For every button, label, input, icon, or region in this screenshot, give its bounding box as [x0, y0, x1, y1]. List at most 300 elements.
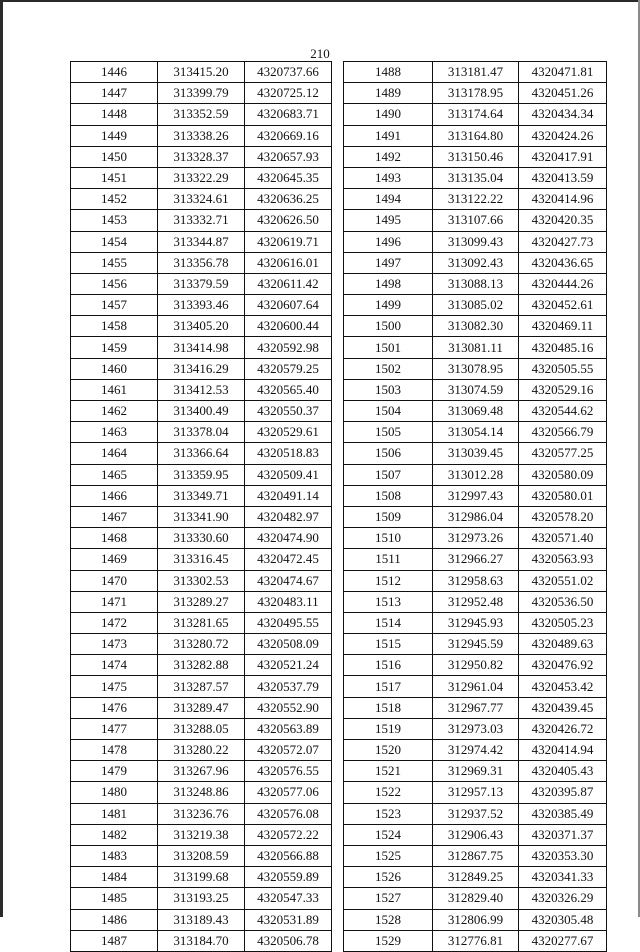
table-row — [344, 167, 607, 188]
point-number-cell: 1501 — [344, 337, 433, 358]
x-coordinate-cell: 313135.04 — [433, 167, 519, 188]
table-row — [71, 189, 332, 210]
x-coordinate-cell: 313341.90 — [158, 506, 245, 527]
table-row — [71, 740, 332, 761]
x-coordinate-cell: 313178.95 — [433, 83, 519, 104]
table-row — [344, 591, 607, 612]
point-number-cell: 1481 — [71, 803, 158, 824]
table-row — [71, 634, 332, 655]
x-coordinate-cell: 313316.45 — [158, 549, 245, 570]
table-row — [344, 337, 607, 358]
point-number-cell: 1462 — [71, 401, 158, 422]
table-row — [71, 697, 332, 718]
point-number-cell: 1474 — [71, 655, 158, 676]
y-coordinate-cell: 4320452.61 — [519, 295, 607, 316]
point-number-cell: 1529 — [344, 930, 433, 951]
point-number-cell: 1523 — [344, 803, 433, 824]
table-row — [71, 803, 332, 824]
y-coordinate-cell: 4320737.66 — [245, 62, 332, 83]
table-row — [344, 761, 607, 782]
point-number-cell: 1506 — [344, 443, 433, 464]
point-number-cell: 1515 — [344, 634, 433, 655]
x-coordinate-cell: 313379.59 — [158, 273, 245, 294]
x-coordinate-cell: 313332.71 — [158, 210, 245, 231]
y-coordinate-cell: 4320725.12 — [245, 83, 332, 104]
point-number-cell: 1451 — [71, 167, 158, 188]
table-row — [344, 803, 607, 824]
x-coordinate-cell: 313330.60 — [158, 528, 245, 549]
point-number-cell: 1453 — [71, 210, 158, 231]
point-number-cell: 1460 — [71, 358, 158, 379]
table-row — [71, 295, 332, 316]
point-number-cell: 1517 — [344, 676, 433, 697]
y-coordinate-cell: 4320426.72 — [519, 718, 607, 739]
x-coordinate-cell: 313414.98 — [158, 337, 245, 358]
coordinate-table-left — [70, 61, 332, 952]
x-coordinate-cell: 313193.25 — [158, 888, 245, 909]
y-coordinate-cell: 4320544.62 — [519, 401, 607, 422]
x-coordinate-cell: 313282.88 — [158, 655, 245, 676]
point-number-cell: 1448 — [71, 104, 158, 125]
x-coordinate-cell: 313415.20 — [158, 62, 245, 83]
point-number-cell: 1524 — [344, 824, 433, 845]
y-coordinate-cell: 4320576.08 — [245, 803, 332, 824]
y-coordinate-cell: 4320417.91 — [519, 146, 607, 167]
y-coordinate-cell: 4320427.73 — [519, 231, 607, 252]
x-coordinate-cell: 313164.80 — [433, 125, 519, 146]
table-row — [344, 464, 607, 485]
x-coordinate-cell: 312950.82 — [433, 655, 519, 676]
x-coordinate-cell: 313189.43 — [158, 909, 245, 930]
x-coordinate-cell: 312776.81 — [433, 930, 519, 951]
table-row — [344, 549, 607, 570]
table-row — [344, 718, 607, 739]
x-coordinate-cell: 313208.59 — [158, 845, 245, 866]
table-row — [71, 655, 332, 676]
x-coordinate-cell: 313352.59 — [158, 104, 245, 125]
page-number: 210 — [310, 46, 330, 61]
x-coordinate-cell: 312849.25 — [433, 867, 519, 888]
point-number-cell: 1520 — [344, 740, 433, 761]
point-number-cell: 1499 — [344, 295, 433, 316]
table-row — [344, 506, 607, 527]
x-coordinate-cell: 313288.05 — [158, 718, 245, 739]
point-number-cell: 1450 — [71, 146, 158, 167]
x-coordinate-cell: 313349.71 — [158, 485, 245, 506]
y-coordinate-cell: 4320485.16 — [519, 337, 607, 358]
y-coordinate-cell: 4320572.07 — [245, 740, 332, 761]
y-coordinate-cell: 4320616.01 — [245, 252, 332, 273]
x-coordinate-cell: 313107.66 — [433, 210, 519, 231]
y-coordinate-cell: 4320469.11 — [519, 316, 607, 337]
table-row — [344, 401, 607, 422]
point-number-cell: 1490 — [344, 104, 433, 125]
x-coordinate-cell: 313267.96 — [158, 761, 245, 782]
point-number-cell: 1475 — [71, 676, 158, 697]
x-coordinate-cell: 312969.31 — [433, 761, 519, 782]
x-coordinate-cell: 313039.45 — [433, 443, 519, 464]
y-coordinate-cell: 4320566.88 — [245, 845, 332, 866]
y-coordinate-cell: 4320577.25 — [519, 443, 607, 464]
x-coordinate-cell: 313069.48 — [433, 401, 519, 422]
scan-edge-top — [0, 0, 640, 2]
x-coordinate-cell: 313219.38 — [158, 824, 245, 845]
x-coordinate-cell: 312966.27 — [433, 549, 519, 570]
x-coordinate-cell: 313281.65 — [158, 612, 245, 633]
point-number-cell: 1454 — [71, 231, 158, 252]
x-coordinate-cell: 313236.76 — [158, 803, 245, 824]
y-coordinate-cell: 4320563.89 — [245, 718, 332, 739]
y-coordinate-cell: 4320453.42 — [519, 676, 607, 697]
y-coordinate-cell: 4320669.16 — [245, 125, 332, 146]
table-row — [344, 697, 607, 718]
table-row — [71, 167, 332, 188]
table-row — [344, 676, 607, 697]
point-number-cell: 1502 — [344, 358, 433, 379]
y-coordinate-cell: 4320536.50 — [519, 591, 607, 612]
table-row — [71, 485, 332, 506]
table-row — [344, 782, 607, 803]
x-coordinate-cell: 312937.52 — [433, 803, 519, 824]
point-number-cell: 1472 — [71, 612, 158, 633]
y-coordinate-cell: 4320576.55 — [245, 761, 332, 782]
x-coordinate-cell: 313289.47 — [158, 697, 245, 718]
x-coordinate-cell: 313400.49 — [158, 401, 245, 422]
y-coordinate-cell: 4320636.25 — [245, 189, 332, 210]
x-coordinate-cell: 312967.77 — [433, 697, 519, 718]
y-coordinate-cell: 4320571.40 — [519, 528, 607, 549]
point-number-cell: 1491 — [344, 125, 433, 146]
scan-edge-left — [0, 0, 3, 917]
y-coordinate-cell: 4320472.45 — [245, 549, 332, 570]
table-row — [344, 845, 607, 866]
table-row — [71, 104, 332, 125]
table-row — [344, 273, 607, 294]
table-row — [71, 83, 332, 104]
x-coordinate-cell: 313393.46 — [158, 295, 245, 316]
point-number-cell: 1493 — [344, 167, 433, 188]
table-row — [71, 146, 332, 167]
y-coordinate-cell: 4320277.67 — [519, 930, 607, 951]
y-coordinate-cell: 4320505.23 — [519, 612, 607, 633]
table-row — [344, 146, 607, 167]
point-number-cell: 1469 — [71, 549, 158, 570]
x-coordinate-cell: 313184.70 — [158, 930, 245, 951]
y-coordinate-cell: 4320341.33 — [519, 867, 607, 888]
y-coordinate-cell: 4320529.61 — [245, 422, 332, 443]
y-coordinate-cell: 4320563.93 — [519, 549, 607, 570]
point-number-cell: 1463 — [71, 422, 158, 443]
table-row — [344, 125, 607, 146]
x-coordinate-cell: 312952.48 — [433, 591, 519, 612]
point-number-cell: 1478 — [71, 740, 158, 761]
table-row — [344, 422, 607, 443]
table-row — [344, 379, 607, 400]
x-coordinate-cell: 312806.99 — [433, 909, 519, 930]
table-row — [344, 612, 607, 633]
point-number-cell: 1494 — [344, 189, 433, 210]
point-number-cell: 1503 — [344, 379, 433, 400]
x-coordinate-cell: 313078.95 — [433, 358, 519, 379]
table-row — [71, 612, 332, 633]
y-coordinate-cell: 4320495.55 — [245, 612, 332, 633]
point-number-cell: 1528 — [344, 909, 433, 930]
y-coordinate-cell: 4320509.41 — [245, 464, 332, 485]
x-coordinate-cell: 312973.26 — [433, 528, 519, 549]
x-coordinate-cell: 312997.43 — [433, 485, 519, 506]
table-row — [344, 358, 607, 379]
x-coordinate-cell: 312958.63 — [433, 570, 519, 591]
y-coordinate-cell: 4320592.98 — [245, 337, 332, 358]
table-row — [344, 104, 607, 125]
y-coordinate-cell: 4320531.89 — [245, 909, 332, 930]
point-number-cell: 1505 — [344, 422, 433, 443]
x-coordinate-cell: 312906.43 — [433, 824, 519, 845]
table-row — [71, 824, 332, 845]
y-coordinate-cell: 4320611.42 — [245, 273, 332, 294]
point-number-cell: 1464 — [71, 443, 158, 464]
y-coordinate-cell: 4320385.49 — [519, 803, 607, 824]
y-coordinate-cell: 4320565.40 — [245, 379, 332, 400]
x-coordinate-cell: 313356.78 — [158, 252, 245, 273]
x-coordinate-cell: 313122.22 — [433, 189, 519, 210]
table-row — [344, 655, 607, 676]
x-coordinate-cell: 313099.43 — [433, 231, 519, 252]
point-number-cell: 1510 — [344, 528, 433, 549]
point-number-cell: 1482 — [71, 824, 158, 845]
x-coordinate-cell: 313085.02 — [433, 295, 519, 316]
y-coordinate-cell: 4320489.63 — [519, 634, 607, 655]
point-number-cell: 1513 — [344, 591, 433, 612]
point-number-cell: 1455 — [71, 252, 158, 273]
point-number-cell: 1516 — [344, 655, 433, 676]
x-coordinate-cell: 313378.04 — [158, 422, 245, 443]
y-coordinate-cell: 4320607.64 — [245, 295, 332, 316]
point-number-cell: 1487 — [71, 930, 158, 951]
y-coordinate-cell: 4320476.92 — [519, 655, 607, 676]
point-number-cell: 1467 — [71, 506, 158, 527]
y-coordinate-cell: 4320424.26 — [519, 125, 607, 146]
y-coordinate-cell: 4320413.59 — [519, 167, 607, 188]
y-coordinate-cell: 4320471.81 — [519, 62, 607, 83]
point-number-cell: 1466 — [71, 485, 158, 506]
point-number-cell: 1452 — [71, 189, 158, 210]
table-row — [71, 549, 332, 570]
y-coordinate-cell: 4320547.33 — [245, 888, 332, 909]
table-row — [71, 591, 332, 612]
coordinate-table-right — [343, 61, 607, 952]
table-row — [344, 62, 607, 83]
point-number-cell: 1498 — [344, 273, 433, 294]
table-row — [71, 782, 332, 803]
y-coordinate-cell: 4320657.93 — [245, 146, 332, 167]
point-number-cell: 1471 — [71, 591, 158, 612]
y-coordinate-cell: 4320566.79 — [519, 422, 607, 443]
point-number-cell: 1459 — [71, 337, 158, 358]
y-coordinate-cell: 4320439.45 — [519, 697, 607, 718]
x-coordinate-cell: 312974.42 — [433, 740, 519, 761]
x-coordinate-cell: 313366.64 — [158, 443, 245, 464]
table-row — [344, 189, 607, 210]
x-coordinate-cell: 313280.72 — [158, 634, 245, 655]
y-coordinate-cell: 4320371.37 — [519, 824, 607, 845]
point-number-cell: 1485 — [71, 888, 158, 909]
table-row — [344, 634, 607, 655]
x-coordinate-cell: 312945.59 — [433, 634, 519, 655]
table-row — [71, 761, 332, 782]
point-number-cell: 1465 — [71, 464, 158, 485]
table-row — [71, 379, 332, 400]
point-number-cell: 1527 — [344, 888, 433, 909]
point-number-cell: 1480 — [71, 782, 158, 803]
table-row — [344, 888, 607, 909]
y-coordinate-cell: 4320305.48 — [519, 909, 607, 930]
table-row — [71, 62, 332, 83]
table-row — [71, 401, 332, 422]
table-row — [344, 867, 607, 888]
table-row — [71, 570, 332, 591]
y-coordinate-cell: 4320550.37 — [245, 401, 332, 422]
point-number-cell: 1496 — [344, 231, 433, 252]
point-number-cell: 1508 — [344, 485, 433, 506]
x-coordinate-cell: 313092.43 — [433, 252, 519, 273]
point-number-cell: 1484 — [71, 867, 158, 888]
table-row — [71, 718, 332, 739]
x-coordinate-cell: 313012.28 — [433, 464, 519, 485]
table-row — [71, 867, 332, 888]
table-row — [344, 930, 607, 951]
x-coordinate-cell: 313416.29 — [158, 358, 245, 379]
point-number-cell: 1488 — [344, 62, 433, 83]
y-coordinate-cell: 4320508.09 — [245, 634, 332, 655]
y-coordinate-cell: 4320551.02 — [519, 570, 607, 591]
point-number-cell: 1458 — [71, 316, 158, 337]
y-coordinate-cell: 4320537.79 — [245, 676, 332, 697]
table-row — [71, 845, 332, 866]
table-row — [344, 570, 607, 591]
table-row — [71, 888, 332, 909]
table-row — [344, 295, 607, 316]
table-row — [344, 485, 607, 506]
point-number-cell: 1525 — [344, 845, 433, 866]
y-coordinate-cell: 4320580.01 — [519, 485, 607, 506]
x-coordinate-cell: 312973.03 — [433, 718, 519, 739]
x-coordinate-cell: 313181.47 — [433, 62, 519, 83]
y-coordinate-cell: 4320578.20 — [519, 506, 607, 527]
y-coordinate-cell: 4320552.90 — [245, 697, 332, 718]
table-row — [344, 252, 607, 273]
point-number-cell: 1522 — [344, 782, 433, 803]
x-coordinate-cell: 313359.95 — [158, 464, 245, 485]
table-row — [71, 125, 332, 146]
x-coordinate-cell: 312867.75 — [433, 845, 519, 866]
y-coordinate-cell: 4320518.83 — [245, 443, 332, 464]
table-row — [71, 231, 332, 252]
table-row — [71, 464, 332, 485]
point-number-cell: 1512 — [344, 570, 433, 591]
table-row — [71, 252, 332, 273]
y-coordinate-cell: 4320600.44 — [245, 316, 332, 337]
point-number-cell: 1479 — [71, 761, 158, 782]
point-number-cell: 1492 — [344, 146, 433, 167]
y-coordinate-cell: 4320506.78 — [245, 930, 332, 951]
point-number-cell: 1504 — [344, 401, 433, 422]
y-coordinate-cell: 4320619.71 — [245, 231, 332, 252]
y-coordinate-cell: 4320405.43 — [519, 761, 607, 782]
x-coordinate-cell: 313287.57 — [158, 676, 245, 697]
table-row — [344, 210, 607, 231]
y-coordinate-cell: 4320326.29 — [519, 888, 607, 909]
y-coordinate-cell: 4320491.14 — [245, 485, 332, 506]
y-coordinate-cell: 4320474.67 — [245, 570, 332, 591]
y-coordinate-cell: 4320626.50 — [245, 210, 332, 231]
table-row — [344, 740, 607, 761]
y-coordinate-cell: 4320420.35 — [519, 210, 607, 231]
x-coordinate-cell: 313082.30 — [433, 316, 519, 337]
point-number-cell: 1507 — [344, 464, 433, 485]
y-coordinate-cell: 4320529.16 — [519, 379, 607, 400]
table-row — [71, 273, 332, 294]
table-row — [71, 676, 332, 697]
point-number-cell: 1526 — [344, 867, 433, 888]
point-number-cell: 1457 — [71, 295, 158, 316]
x-coordinate-cell: 313054.14 — [433, 422, 519, 443]
x-coordinate-cell: 313150.46 — [433, 146, 519, 167]
x-coordinate-cell: 313088.13 — [433, 273, 519, 294]
y-coordinate-cell: 4320483.11 — [245, 591, 332, 612]
x-coordinate-cell: 313399.79 — [158, 83, 245, 104]
x-coordinate-cell: 312945.93 — [433, 612, 519, 633]
y-coordinate-cell: 4320521.24 — [245, 655, 332, 676]
x-coordinate-cell: 313302.53 — [158, 570, 245, 591]
y-coordinate-cell: 4320505.55 — [519, 358, 607, 379]
y-coordinate-cell: 4320414.96 — [519, 189, 607, 210]
table-row — [71, 422, 332, 443]
point-number-cell: 1473 — [71, 634, 158, 655]
y-coordinate-cell: 4320559.89 — [245, 867, 332, 888]
table-row — [344, 83, 607, 104]
table-row — [71, 210, 332, 231]
table-row — [344, 824, 607, 845]
y-coordinate-cell: 4320474.90 — [245, 528, 332, 549]
point-number-cell: 1461 — [71, 379, 158, 400]
y-coordinate-cell: 4320572.22 — [245, 824, 332, 845]
table-row — [344, 909, 607, 930]
point-number-cell: 1495 — [344, 210, 433, 231]
x-coordinate-cell: 312961.04 — [433, 676, 519, 697]
y-coordinate-cell: 4320451.26 — [519, 83, 607, 104]
x-coordinate-cell: 312829.40 — [433, 888, 519, 909]
table-row — [71, 316, 332, 337]
y-coordinate-cell: 4320579.25 — [245, 358, 332, 379]
y-coordinate-cell: 4320577.06 — [245, 782, 332, 803]
x-coordinate-cell: 313174.64 — [433, 104, 519, 125]
x-coordinate-cell: 313324.61 — [158, 189, 245, 210]
point-number-cell: 1489 — [344, 83, 433, 104]
table-row — [71, 930, 332, 951]
x-coordinate-cell: 312986.04 — [433, 506, 519, 527]
point-number-cell: 1486 — [71, 909, 158, 930]
y-coordinate-cell: 4320444.26 — [519, 273, 607, 294]
x-coordinate-cell: 313328.37 — [158, 146, 245, 167]
y-coordinate-cell: 4320482.97 — [245, 506, 332, 527]
table-row — [71, 443, 332, 464]
point-number-cell: 1521 — [344, 761, 433, 782]
point-number-cell: 1456 — [71, 273, 158, 294]
table-row — [71, 506, 332, 527]
table-row — [71, 909, 332, 930]
y-coordinate-cell: 4320436.65 — [519, 252, 607, 273]
